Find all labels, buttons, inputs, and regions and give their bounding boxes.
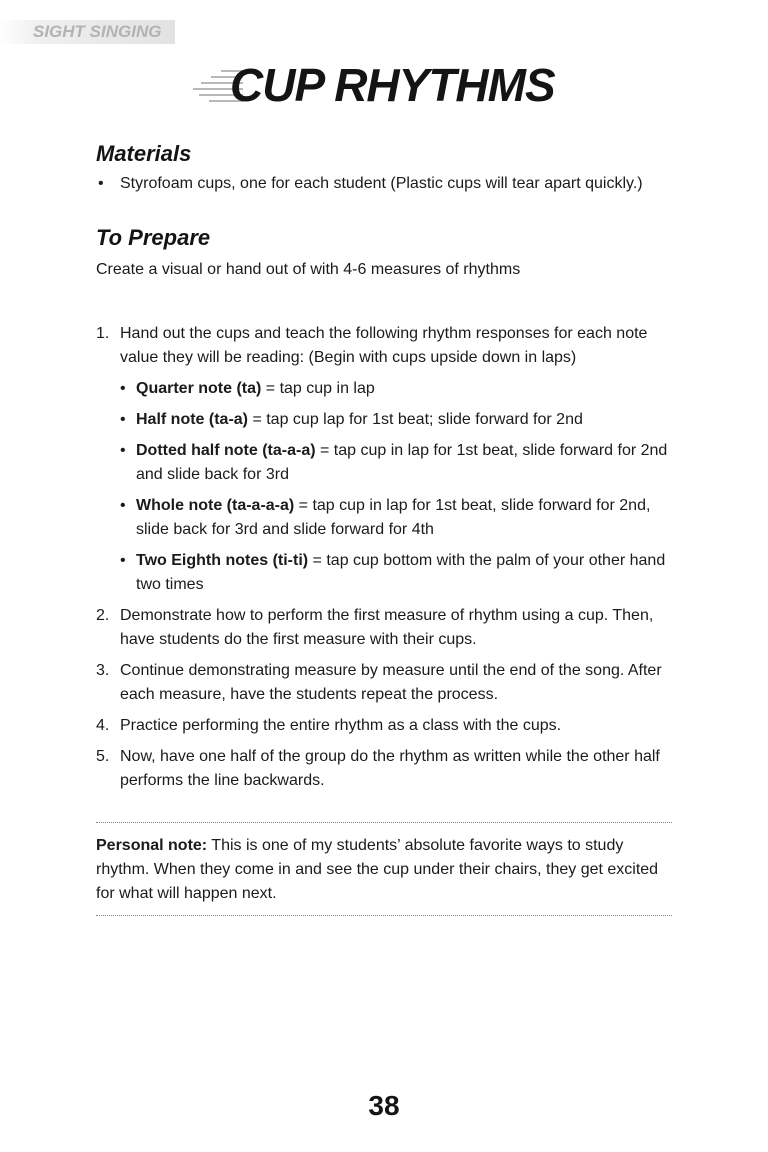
step-item — [96, 659, 676, 707]
prepare-section — [96, 224, 676, 282]
note-description: = tap cup in lap for 1st beat, slide forward for 2nd, slide back for 3rd and slide forward for 4th — [136, 497, 651, 538]
personal-note-label: Personal note: — [96, 837, 208, 854]
step-number: 1. — [96, 325, 110, 342]
materials-item — [96, 172, 676, 196]
step-text: Continue demonstrating measure by measure until the end of the song. After each measure, have the students repeat the process. — [120, 662, 662, 703]
step-item — [96, 714, 676, 738]
bullet-dot: • — [120, 442, 126, 459]
note-term: Half note (ta-a) — [136, 411, 248, 428]
personal-note-text: This is one of my students’ absolute favorite ways to study rhythm. When they come in and see the cup under their chairs, they get excited for what will happen next. — [96, 837, 659, 902]
materials-section — [96, 140, 676, 196]
step-number: 5. — [96, 748, 110, 765]
bullet-dot: • — [120, 552, 126, 569]
note-value-item — [120, 408, 676, 432]
note-description: = tap cup in lap for 1st beat, slide forward for 2nd and slide back for 3rd — [136, 442, 668, 483]
note-value-item — [120, 377, 676, 401]
note-description: = tap cup lap for 1st beat; slide forward for 2nd — [248, 411, 583, 428]
step-text: Practice performing the entire rhythm as a class with the cups. — [120, 717, 562, 734]
step-item — [96, 745, 676, 793]
step-number: 3. — [96, 662, 110, 679]
bullet-dot: • — [120, 380, 126, 397]
page-title: CUP RHYTHMS — [230, 59, 555, 111]
bullet-dot: • — [120, 497, 126, 514]
materials-item-text: Styrofoam cups, one for each student (Plastic cups will tear apart quickly.) — [120, 175, 643, 192]
note-description: = tap cup bottom with the palm of your other hand two times — [136, 552, 666, 593]
note-description: = tap cup in lap — [261, 380, 375, 397]
page-number: 38 — [368, 1090, 400, 1121]
bullet-dot: • — [98, 175, 104, 192]
main-content — [96, 140, 676, 800]
note-term: Dotted half note (ta-a-a) — [136, 442, 316, 459]
step-text: Hand out the cups and teach the following rhythm responses for each note value they will be reading: (Begin with cups upside down in laps) — [120, 325, 648, 366]
step-text: Now, have one half of the group do the rhythm as written while the other half performs the line backwards. — [120, 748, 660, 789]
note-term: Quarter note (ta) — [136, 380, 262, 397]
note-value-item — [120, 494, 676, 542]
note-term: Two Eighth notes (ti-ti) — [136, 552, 309, 569]
note-value-item — [120, 549, 676, 597]
bullet-dot: • — [120, 411, 126, 428]
step-item — [96, 322, 676, 597]
prepare-heading: To Prepare — [96, 225, 211, 250]
step-number: 2. — [96, 607, 110, 624]
step-number: 4. — [96, 717, 110, 734]
personal-note-box — [96, 822, 672, 916]
step-item — [96, 604, 676, 652]
prepare-text: Create a visual or hand out of with 4-6 measures of rhythms — [96, 261, 521, 278]
note-value-item — [120, 439, 676, 487]
steps-list — [96, 322, 676, 793]
note-term: Whole note (ta-a-a-a) — [136, 497, 295, 514]
section-label: SIGHT SINGING — [33, 22, 162, 41]
note-values-list — [120, 377, 676, 597]
step-text: Demonstrate how to perform the first measure of rhythm using a cup. Then, have students do the first measure with their cups. — [120, 607, 654, 648]
materials-heading: Materials — [96, 141, 192, 166]
